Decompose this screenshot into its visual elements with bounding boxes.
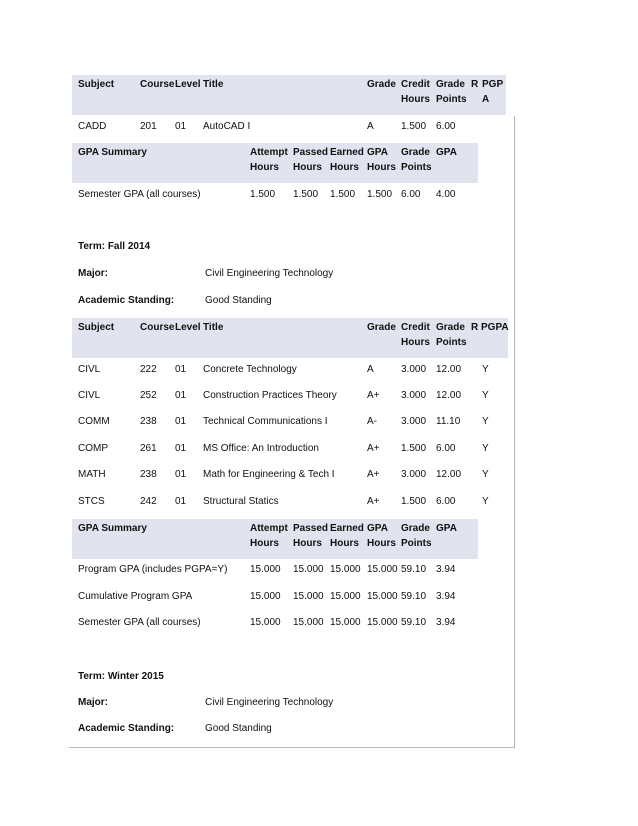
gpa-row-earned: 15.000 xyxy=(330,564,361,575)
header-credit-l1: Credit xyxy=(401,79,430,90)
course-points: 6.00 xyxy=(436,496,456,507)
gpa-row-attempt: 15.000 xyxy=(250,564,281,575)
course-number: 201 xyxy=(140,121,157,132)
course-grade: A+ xyxy=(367,496,380,507)
gpa-gp-l2: Points xyxy=(401,162,432,173)
academic-standing-value: Good Standing xyxy=(205,723,272,734)
gpa-attempt-l2: Hours xyxy=(250,162,279,173)
course-grade: A+ xyxy=(367,443,380,454)
course-number: 252 xyxy=(140,390,157,401)
header-pgpa-l2: A xyxy=(482,94,490,105)
course-level: 01 xyxy=(175,469,187,480)
course-credit: 3.000 xyxy=(401,469,427,480)
header-pgpa-l1: PGP xyxy=(482,79,504,90)
header-credit-l2: Hours xyxy=(401,337,430,348)
gpa-passed-l2: Hours xyxy=(293,162,322,173)
gpa-passed-l2: Hours xyxy=(293,538,322,549)
header-gp-l2: Points xyxy=(436,337,467,348)
header-r: R xyxy=(471,79,479,90)
term-heading: Term: Fall 2014 xyxy=(78,241,151,252)
gpa-gp-l1: Grade xyxy=(401,523,430,534)
gpa-gpahours-l1: GPA xyxy=(367,147,388,158)
gpa-row-attempt: 1.500 xyxy=(250,189,276,200)
gpa-row-gpa: 3.94 xyxy=(436,564,456,575)
gpa-row-gpa: 3.94 xyxy=(436,591,456,602)
header-subject: Subject xyxy=(78,322,115,333)
header-gp-l1: Grade xyxy=(436,79,465,90)
course-grade: A xyxy=(367,121,374,132)
course-pgpa: Y xyxy=(482,443,489,454)
header-r: R xyxy=(471,322,479,333)
course-number: 238 xyxy=(140,469,157,480)
course-subject: COMP xyxy=(78,443,108,454)
academic-standing-label: Academic Standing: xyxy=(78,295,175,306)
course-credit: 3.000 xyxy=(401,416,427,427)
course-credit: 3.000 xyxy=(401,364,427,375)
course-pgpa: Y xyxy=(482,496,489,507)
gpa-gpahours-l2: Hours xyxy=(367,162,396,173)
gpa-header-passed xyxy=(293,145,328,175)
header-credit-l2: Hours xyxy=(401,94,430,105)
gpa-row-gpa-hours: 15.000 xyxy=(367,591,398,602)
course-number: 238 xyxy=(140,416,157,427)
gpa-header-grade-points xyxy=(401,521,432,551)
header-credit-hours xyxy=(401,77,430,107)
major-label: Major: xyxy=(78,268,108,279)
course-points: 12.00 xyxy=(436,390,462,401)
course-level: 01 xyxy=(175,121,187,132)
course-subject: COMM xyxy=(78,416,110,427)
course-title: Concrete Technology xyxy=(203,364,297,375)
gpa-row-earned: 15.000 xyxy=(330,617,361,628)
gpa-header-earned xyxy=(330,521,364,551)
term-heading: Term: Winter 2015 xyxy=(78,671,164,682)
gpa-earned-l1: Earned xyxy=(330,147,364,158)
course-title: Math for Engineering & Tech I xyxy=(203,469,335,480)
course-title: Structural Statics xyxy=(203,496,279,507)
major-label: Major: xyxy=(78,697,108,708)
header-grade-points xyxy=(436,77,467,107)
gpa-row-gpa-hours: 1.500 xyxy=(367,189,393,200)
gpa-attempt-l2: Hours xyxy=(250,538,279,549)
gpa-gp-l1: Grade xyxy=(401,147,430,158)
gpa-row-label: Cumulative Program GPA xyxy=(78,591,193,602)
course-subject: MATH xyxy=(78,469,106,480)
header-pgpa: PGPA xyxy=(481,322,509,333)
gpa-row-gpa-hours: 15.000 xyxy=(367,617,398,628)
header-grade: Grade xyxy=(367,322,396,333)
gpa-header-gpa: GPA xyxy=(436,523,457,534)
header-credit-l1: Credit xyxy=(401,322,430,333)
course-title: Technical Communications I xyxy=(203,416,328,427)
gpa-row-label: Semester GPA (all courses) xyxy=(78,617,201,628)
gpa-row-gpa: 4.00 xyxy=(436,189,456,200)
header-grade-points xyxy=(436,320,467,350)
course-level: 01 xyxy=(175,443,187,454)
course-title: MS Office: An Introduction xyxy=(203,443,319,454)
major-value: Civil Engineering Technology xyxy=(205,697,334,708)
course-grade: A- xyxy=(367,416,377,427)
gpa-row-points: 59.10 xyxy=(401,591,427,602)
frame-border-bottom xyxy=(69,747,515,748)
gpa-header-passed xyxy=(293,521,328,551)
gpa-row-passed: 15.000 xyxy=(293,617,324,628)
header-course: Course xyxy=(140,322,175,333)
gpa-header-grade-points xyxy=(401,145,432,175)
gpa-earned-l2: Hours xyxy=(330,538,359,549)
gpa-header-attempt xyxy=(250,145,288,175)
gpa-header-attempt xyxy=(250,521,288,551)
gpa-row-points: 59.10 xyxy=(401,564,427,575)
gpa-row-label: Program GPA (includes PGPA=Y) xyxy=(78,564,228,575)
gpa-row-points: 59.10 xyxy=(401,617,427,628)
gpa-passed-l1: Passed xyxy=(293,523,329,534)
gpa-row-gpa-hours: 15.000 xyxy=(367,564,398,575)
header-level: Level xyxy=(175,79,201,90)
course-points: 12.00 xyxy=(436,364,462,375)
course-credit: 1.500 xyxy=(401,443,427,454)
course-level: 01 xyxy=(175,496,187,507)
course-grade: A+ xyxy=(367,390,380,401)
gpa-row-label: Semester GPA (all courses) xyxy=(78,189,201,200)
gpa-header-label: GPA Summary xyxy=(78,523,147,534)
header-title: Title xyxy=(203,79,224,90)
gpa-row-earned: 1.500 xyxy=(330,189,356,200)
course-pgpa: Y xyxy=(482,416,489,427)
course-number: 222 xyxy=(140,364,157,375)
gpa-header-label: GPA Summary xyxy=(78,147,147,158)
course-points: 6.00 xyxy=(436,121,456,132)
course-number: 261 xyxy=(140,443,157,454)
gpa-header-gpa: GPA xyxy=(436,147,457,158)
course-credit: 3.000 xyxy=(401,390,427,401)
gpa-header-earned xyxy=(330,145,364,175)
header-title: Title xyxy=(203,322,224,333)
gpa-row-passed: 15.000 xyxy=(293,591,324,602)
course-points: 6.00 xyxy=(436,443,456,454)
gpa-row-passed: 1.500 xyxy=(293,189,319,200)
course-subject: CADD xyxy=(78,121,107,132)
header-level: Level xyxy=(175,322,201,333)
course-subject: CIVL xyxy=(78,364,101,375)
gpa-row-attempt: 15.000 xyxy=(250,617,281,628)
gpa-gpahours-l2: Hours xyxy=(367,538,396,549)
gpa-row-attempt: 15.000 xyxy=(250,591,281,602)
course-level: 01 xyxy=(175,390,187,401)
header-gp-l2: Points xyxy=(436,94,467,105)
gpa-passed-l1: Passed xyxy=(293,147,329,158)
course-grade: A+ xyxy=(367,469,380,480)
header-credit-hours xyxy=(401,320,430,350)
gpa-row-gpa: 3.94 xyxy=(436,617,456,628)
gpa-header-gpa-hours xyxy=(367,521,396,551)
gpa-row-points: 6.00 xyxy=(401,189,421,200)
course-pgpa: Y xyxy=(482,364,489,375)
header-gp-l1: Grade xyxy=(436,322,465,333)
course-subject: STCS xyxy=(78,496,105,507)
course-points: 12.00 xyxy=(436,469,462,480)
gpa-attempt-l1: Attempt xyxy=(250,147,288,158)
course-number: 242 xyxy=(140,496,157,507)
gpa-earned-l2: Hours xyxy=(330,162,359,173)
course-title: AutoCAD I xyxy=(203,121,251,132)
course-pgpa: Y xyxy=(482,390,489,401)
gpa-earned-l1: Earned xyxy=(330,523,364,534)
gpa-gp-l2: Points xyxy=(401,538,432,549)
course-subject: CIVL xyxy=(78,390,101,401)
academic-standing-label: Academic Standing: xyxy=(78,723,175,734)
academic-standing-value: Good Standing xyxy=(205,295,272,306)
header-grade: Grade xyxy=(367,79,396,90)
course-grade: A xyxy=(367,364,374,375)
course-level: 01 xyxy=(175,416,187,427)
course-pgpa: Y xyxy=(482,469,489,480)
course-credit: 1.500 xyxy=(401,121,427,132)
gpa-attempt-l1: Attempt xyxy=(250,523,288,534)
header-subject: Subject xyxy=(78,79,115,90)
course-points: 11.10 xyxy=(436,416,461,427)
gpa-row-passed: 15.000 xyxy=(293,564,324,575)
major-value: Civil Engineering Technology xyxy=(205,268,334,279)
header-pgpa xyxy=(482,77,503,107)
gpa-header-gpa-hours xyxy=(367,145,396,175)
gpa-gpahours-l1: GPA xyxy=(367,523,388,534)
course-title: Construction Practices Theory xyxy=(203,390,337,401)
gpa-row-earned: 15.000 xyxy=(330,591,361,602)
header-course: Course xyxy=(140,79,175,90)
course-level: 01 xyxy=(175,364,187,375)
frame-border-right xyxy=(514,116,515,748)
course-credit: 1.500 xyxy=(401,496,427,507)
